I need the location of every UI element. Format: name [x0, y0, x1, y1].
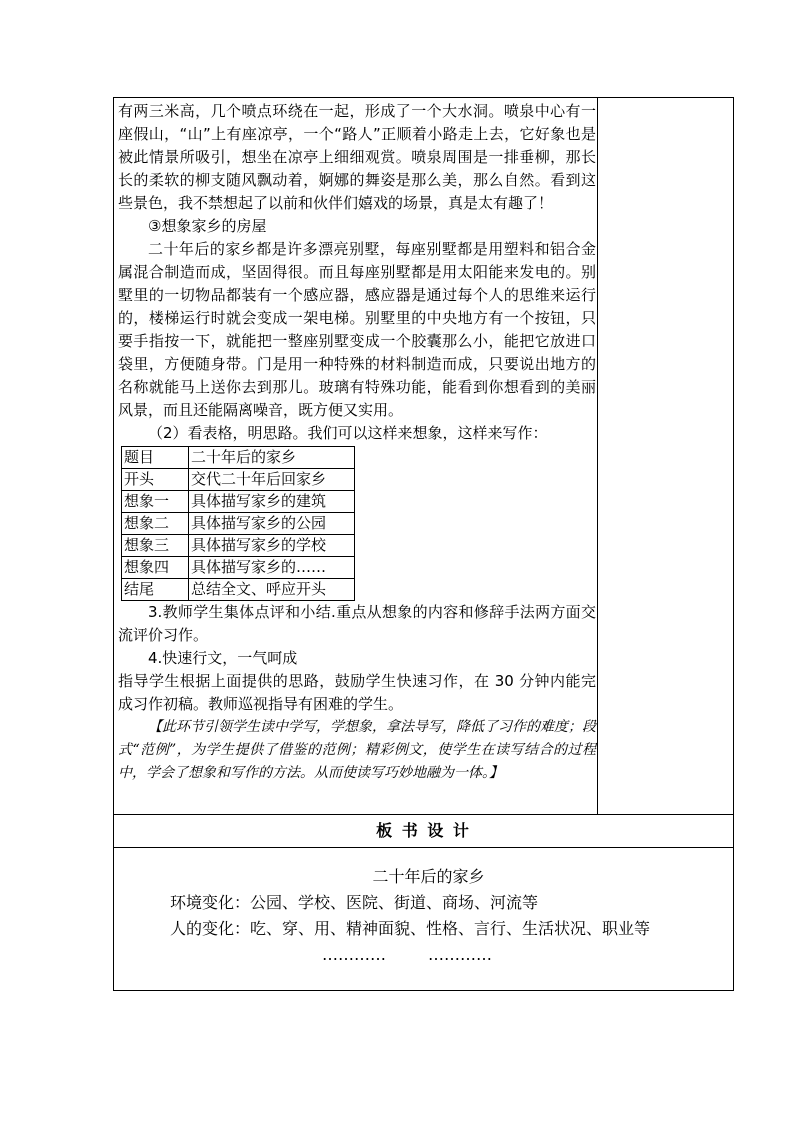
outline-value: 具体描写家乡的…… — [189, 557, 355, 579]
blackboard-design — [114, 864, 733, 968]
outline-key: 想象三 — [122, 535, 189, 557]
outline-value: 具体描写家乡的建筑 — [189, 491, 355, 513]
house-paragraph: 二十年后的家乡都是许多漂亮别墅，每座别墅都是用塑料和铝合金属混合制造而成，坚固得很。而且每座别墅都是用太阳能来发电的。别墅里的一切物品都装有一个感应器，感应器是通过每个人的思维来运行的，楼梯运行时就会变成一架电梯。别墅里的中央地方有一个按钮，只要手指按一下，就能把一整座别墅变成一个胶囊那么小，能把它放进口袋里，方便随身带。门是用一种特殊的材料制造而成，只要说出地方的名称就能马上送你去到那儿。玻璃有特殊功能，能看到你想看到的美丽风景，而且还能隔离噪音，既方便又实用。 — [118, 240, 596, 419]
design-note: 【此环节引领学生读中学写，学想象，拿法导写，降低了习作的难度；段式“范例”，为学生提供了借鉴的范例；精彩例文，使学生在读写结合的过程中，学会了想象和写作的方法。从而使读写巧妙地融为一体。】 — [118, 719, 596, 781]
outline-value: 具体描写家乡的学校 — [189, 535, 355, 557]
outline-value: 具体描写家乡的公园 — [189, 513, 355, 535]
environment-changes: 环境变化：公园、学校、医院、街道、商场、河流等 — [170, 893, 539, 912]
column-divider — [597, 98, 598, 814]
outline-value: 交代二十年后回家乡 — [189, 469, 355, 491]
outline-value: 二十年后的家乡 — [189, 447, 355, 469]
outline-key: 想象二 — [122, 513, 189, 535]
outline-key: 题目 — [122, 447, 189, 469]
row-divider — [114, 847, 733, 848]
table-row — [122, 535, 355, 557]
table-row — [122, 491, 355, 513]
table-row — [122, 557, 355, 579]
outline-key: 想象四 — [122, 557, 189, 579]
table-row — [122, 447, 355, 469]
outline-key: 开头 — [122, 469, 189, 491]
table-row — [122, 469, 355, 491]
outline-key: 结尾 — [122, 579, 189, 601]
outline-key: 想象一 — [122, 491, 189, 513]
step-4-guidance: 指导学生根据上面提供的思路，鼓励学生快速习作，在 30 分钟内能完成习作初稿。教师巡视指导有困难的学生。 — [118, 672, 596, 713]
fountain-paragraph: 有两三米高，几个喷点环绕在一起，形成了一个大水洞。喷泉中心有一座假山，“山”上有座凉亭，一个“路人”正顺着小路走上去，它好象也是被此情景所吸引，想坐在凉亭上细细观赏。喷泉周围是一排垂柳，那长长的柔软的柳支随风飘动着，婀娜的舞姿是那么美，那么自然。看到这些景色，我不禁想起了以前和伙伴们嬉戏的场景，真是太有趣了！ — [118, 102, 596, 212]
outline-value: 总结全文、呼应开头 — [189, 579, 355, 601]
ellipsis: ………… — [322, 945, 386, 964]
lesson-plan-table — [113, 97, 734, 991]
step-2-instruction: （2）看表格，明思路。我们可以这样来想象，这样来写作： — [148, 424, 548, 442]
table-row — [122, 579, 355, 601]
ellipsis-row — [114, 942, 733, 968]
house-subheading: ③想象家乡的房屋 — [148, 217, 267, 235]
ellipsis: ………… — [428, 945, 492, 964]
board-design-heading: 板 书 设 计 — [376, 821, 471, 840]
step-4-heading: 4.快速行文，一气呵成 — [148, 649, 298, 667]
row-divider — [114, 814, 733, 815]
lesson-content-cell — [118, 100, 596, 785]
table-row — [122, 513, 355, 535]
people-changes: 人的变化：吃、穿、用、精神面貌、性格、言行、生活状况、职业等 — [170, 919, 651, 938]
writing-outline-table — [121, 446, 355, 601]
step-3-evaluation: 3.教师学生集体点评和小结.重点从想象的内容和修辞手法两方面交流评价习作。 — [118, 603, 596, 644]
board-title: 二十年后的家乡 — [372, 867, 485, 886]
